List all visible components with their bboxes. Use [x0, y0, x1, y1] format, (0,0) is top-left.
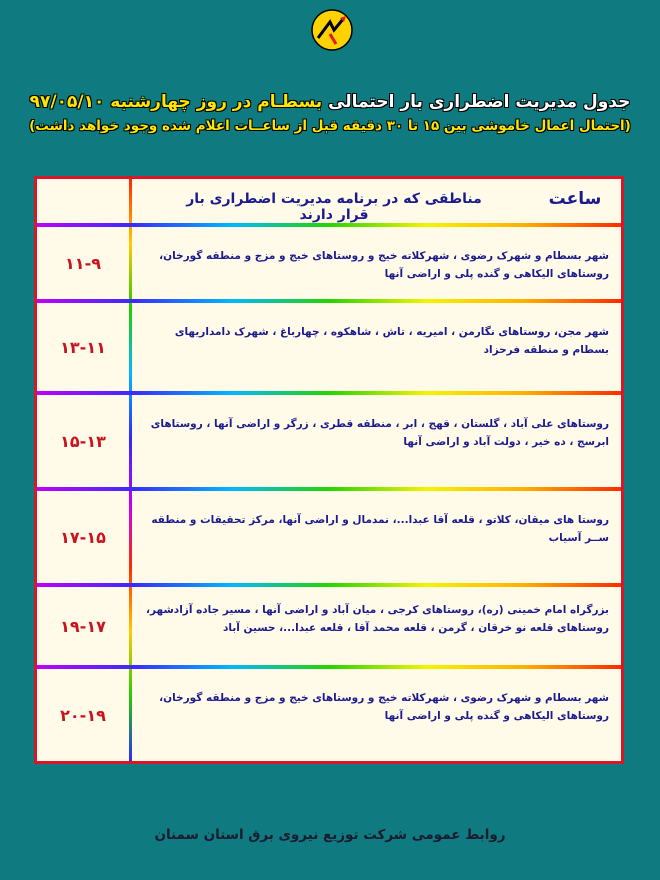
table-row: [37, 395, 621, 487]
footer-credit: روابط عمومی شرکت توزیع نیروی برق استان سمنان: [154, 827, 506, 843]
page-subtitle: (احتمال اعمال خاموشی بین ۱۵ تا ۳۰ دقیقه قبل از ساعــات اعلام شده وجود خواهد داشت): [29, 118, 631, 134]
row-areas: شهر بسطام و شهرک رضوی ، شهرکلاته خیج و روستاهای خیج و مزج و منطقه گورخان، روستاهای الیکاهی و گنده پلی و اراضی آنها: [159, 692, 609, 722]
table-row: [37, 303, 621, 391]
row-time: ۱۳-۱۱: [60, 337, 106, 357]
row-areas: روستا های میقان، کلاتو ، قلعه آقا عبدا...، نمدمال و اراضی آنها، مرکز تحقیقات و منطقه ســر آسیاب: [151, 514, 609, 544]
table-row: [37, 587, 621, 665]
title-suffix: در روز چهارشنبه ۹۷/۰۵/۱۰: [29, 92, 252, 112]
row-areas: بزرگراه امام خمینی (ره)، روستاهای کرجی ، میان آباد و اراضی آنها ، مسیر جاده آزادشهر، روستاهای قلعه نو خرقان ، گرمن ، قلعه محمد آقا ، قلعه عبدا...، حسین آباد: [146, 604, 609, 634]
title-prefix: جدول مدیریت اضطراری بار احتمالی: [328, 92, 631, 112]
table-row: [37, 669, 621, 761]
row-areas: شهر مجن، روستاهای نگارمن ، امیریه ، تاش ، شاهکوه ، چهارباغ ، شهرک دامداریهای بسطام و منطقه فرحزاد: [174, 326, 609, 356]
row-time: ۱۹-۱۷: [60, 616, 106, 636]
row-time: ۱۷-۱۵: [60, 527, 106, 547]
row-time: ۱۱-۹: [65, 253, 101, 273]
table-row: [37, 491, 621, 583]
electricity-company-logo-icon: [310, 8, 354, 52]
schedule-table: [34, 176, 624, 764]
row-areas: روستاهای علی آباد ، گلستان ، قهج ، ابر ، منطقه قطری ، زرگر و اراضی آنها ، روستاهای ابرسج ، ده خیر ، دولت آباد و اراضی آنها: [150, 418, 609, 448]
header-time: ساعت: [548, 189, 602, 209]
table-row: [37, 227, 621, 299]
page-title: [20, 92, 640, 112]
header-areas: مناطقی که در برنامه مدیریت اضطراری بار قرار دارند: [186, 191, 482, 223]
title-city: بسطـام: [257, 92, 323, 112]
row-time: ۱۵-۱۳: [60, 431, 106, 451]
row-areas: شهر بسطام و شهرک رضوی ، شهرکلاته خیج و روستاهای خیج و مزج و منطقه گورخان، روستاهای الیکاهی و گنده پلی و اراضی آنها: [159, 250, 609, 280]
row-time: ۲۰-۱۹: [60, 705, 106, 725]
